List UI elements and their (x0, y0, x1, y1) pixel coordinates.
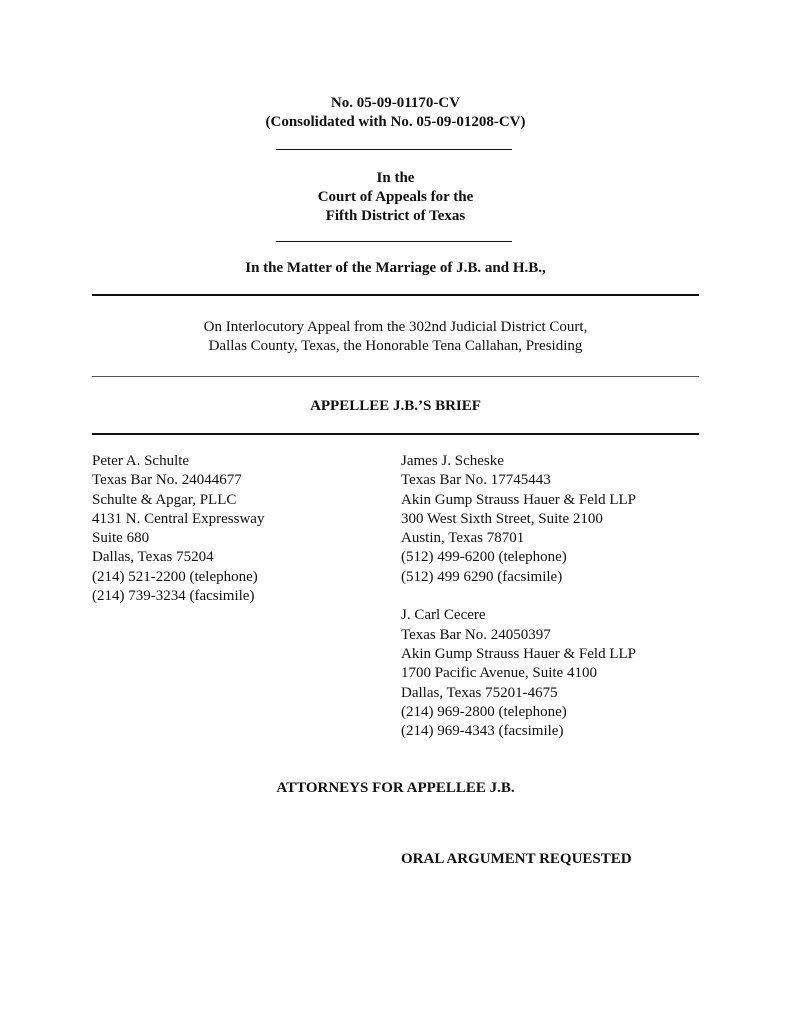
court-line-3: Fifth District of Texas (325, 208, 466, 224)
attorney-name: James J. Scheske (401, 453, 504, 469)
attorney-fax: (512) 499 6290 (facsimile) (401, 568, 563, 585)
attorney-block-right (401, 452, 636, 741)
appeal-line-2: Dallas County, Texas, the Honorable Tena Callahan, Presiding (208, 338, 583, 354)
attorney-bar-number: Texas Bar No. 24044677 (92, 472, 242, 489)
brief-title: APPELLEE J.B.’S BRIEF (310, 398, 481, 414)
oral-argument-requested: ORAL ARGUMENT REQUESTED (401, 851, 632, 867)
attorney-firm: Akin Gump Strauss Hauer & Feld LLP (401, 645, 636, 662)
attorney-city: Dallas, Texas 75204 (92, 549, 214, 566)
attorney-address-1: 1700 Pacific Avenue, Suite 4100 (401, 665, 597, 682)
attorney-block-left (92, 452, 264, 606)
appeal-rule (92, 376, 699, 377)
case-number: No. 05-09-01170-CV (330, 95, 461, 111)
attorney-city: Austin, Texas 78701 (401, 530, 525, 547)
attorney-fax: (214) 739-3234 (facsimile) (92, 588, 255, 605)
attorney-firm: Schulte & Apgar, PLLC (92, 491, 237, 508)
attorney-firm: Akin Gump Strauss Hauer & Feld LLP (401, 491, 636, 508)
attorney-phone: (214) 521-2200 (telephone) (92, 568, 258, 585)
court-line-2: Court of Appeals for the (317, 189, 474, 205)
attorney-address-1: 4131 N. Central Expressway (92, 510, 265, 527)
header-rule-1 (276, 149, 512, 150)
matter-title: In the Matter of the Marriage of J.B. and H.B., (245, 260, 546, 276)
attorneys-for-heading: ATTORNEYS FOR APPELLEE J.B. (276, 780, 515, 796)
court-line-1: In the (376, 170, 415, 186)
header-rule-2 (276, 241, 512, 242)
brief-title-rule (92, 433, 699, 435)
appeal-line-1: On Interlocutory Appeal from the 302nd Judicial District Court, (203, 319, 588, 335)
attorney-address-1: 300 West Sixth Street, Suite 2100 (401, 510, 603, 527)
attorney-phone: (214) 969-2800 (telephone) (401, 703, 567, 720)
attorney-city: Dallas, Texas 75201-4675 (401, 684, 558, 701)
attorney-address-2: Suite 680 (92, 530, 150, 547)
attorney-name: Peter A. Schulte (92, 453, 190, 469)
attorney-fax: (214) 969-4343 (facsimile) (401, 723, 564, 740)
attorney-name: J. Carl Cecere (401, 607, 486, 624)
attorney-gap (401, 587, 636, 606)
consolidated-case-number: (Consolidated with No. 05-09-01208-CV) (265, 114, 526, 130)
attorney-bar-number: Texas Bar No. 24050397 (401, 626, 551, 643)
matter-rule (92, 294, 699, 296)
attorney-bar-number: Texas Bar No. 17745443 (401, 472, 551, 489)
attorney-phone: (512) 499-6200 (telephone) (401, 549, 567, 566)
